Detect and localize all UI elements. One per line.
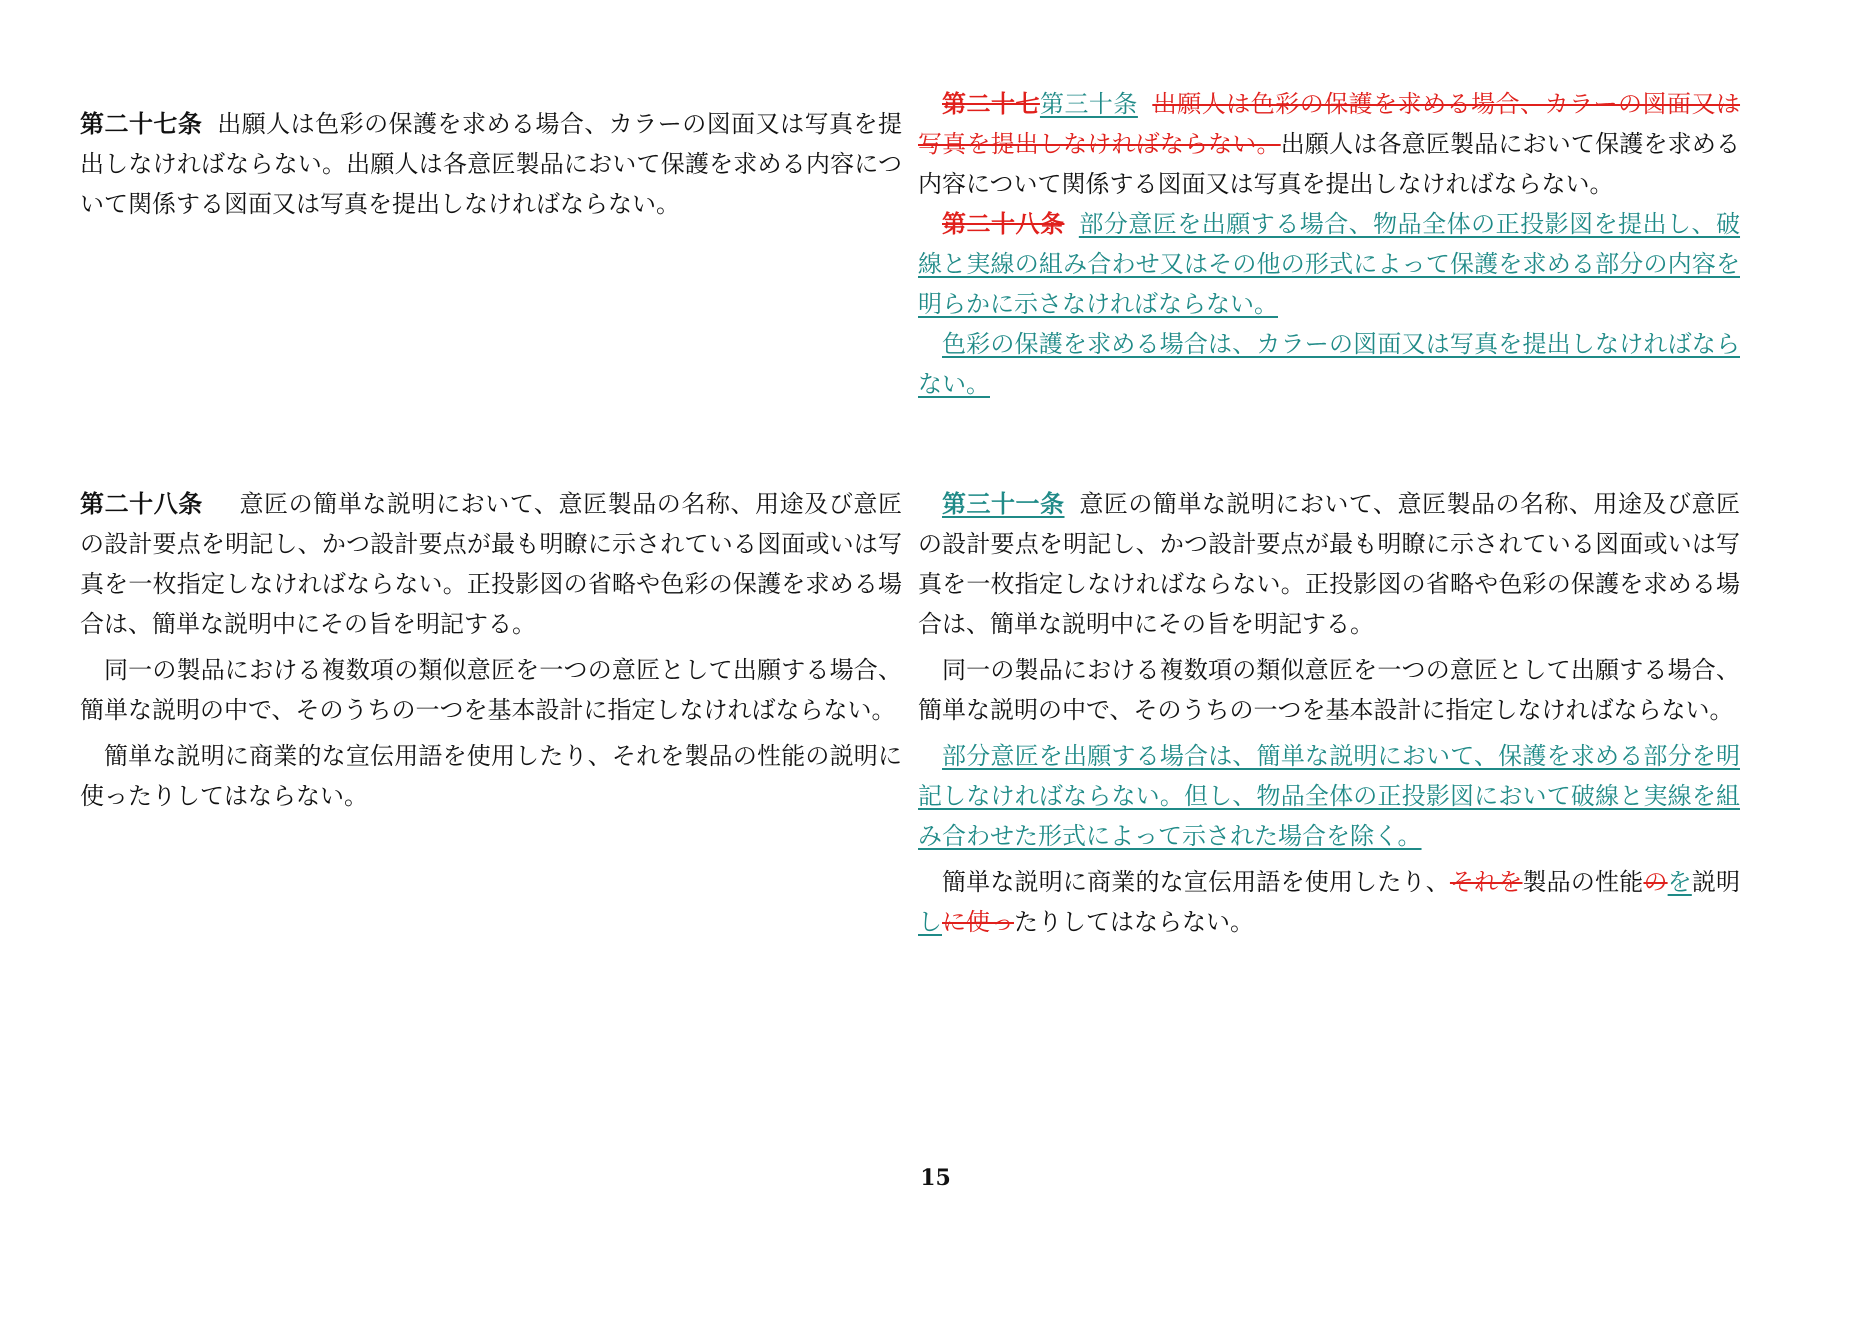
- left-art28-p1: 意匠の簡単な説明において、意匠製品の名称、用途及び意匠の設計要点を明記し、かつ設計要点が最も明瞭に示されている図面或いは写真を一枚指定しなければならない。正投影図の省略や色彩の保護を求める場合は、簡単な説明中にその旨を明記する。: [80, 490, 902, 638]
- right-art30-p2-inserted: 部分意匠を出願する場合、物品全体の正投影図を提出し、破線と実線の組み合わせ又はその他の形式によって保護を求める部分の内容を明らかに示さなければならない。: [918, 210, 1741, 318]
- right-art31-p2: 同一の製品における複数項の類似意匠を一つの意匠として出願する場合、簡単な説明の中で、そのうちの一つを基本設計に指定しなければならない。: [918, 656, 1740, 724]
- right-art31-p1: 意匠の簡単な説明において、意匠製品の名称、用途及び意匠の設計要点を明記し、かつ設計要点が最も明瞭に示されている図面或いは写真を一枚指定しなければならない。正投影図の省略や色彩の保護を求める場合は、簡単な説明中にその旨を明記する。: [918, 490, 1740, 638]
- left-art27-text: 出願人は色彩の保護を求める場合、カラーの図面又は写真を提出しなければならない。出願人は各意匠製品において保護を求める内容について関係する図面又は写真を提出しなければならない。: [80, 110, 903, 218]
- left-article-27: [80, 104, 902, 224]
- right-art31-p4-ins1: を: [1667, 868, 1692, 896]
- right-art31-p3-inserted: 部分意匠を出願する場合は、簡単な説明において、保護を求める部分を明記しなければならない。但し、物品全体の正投影図において破線と実線を組み合わせた形式によって示された場合を除く。: [918, 742, 1740, 850]
- left-art27-title: 第二十七条: [80, 109, 203, 138]
- right-art31-p4-a: 簡単な説明に商業的な宣伝用語を使用したり、: [942, 868, 1450, 896]
- right-art31-p4: [918, 862, 1740, 942]
- page-number: 15: [920, 1165, 951, 1191]
- right-art31-p4-d: たりしてはならない。: [1014, 908, 1254, 936]
- left-article-28: [80, 484, 902, 816]
- right-art31-p4-ins2: し: [918, 908, 942, 936]
- right-art31-p4-c: 説明: [1691, 868, 1740, 896]
- right-art30-deleted-text: 出願人は色彩の保護を求める場合、カラーの図面又は写真を提出しなければならない。: [918, 90, 1741, 158]
- right-art31-p4-del3: に使っ: [942, 908, 1014, 936]
- left-art28-p3: 簡単な説明に商業的な宣伝用語を使用したり、それを製品の性能の説明に使ったりしてはならない。: [80, 742, 902, 810]
- right-article-31: [918, 484, 1740, 942]
- right-art30-p3-inserted: 色彩の保護を求める場合は、カラーの図面又は写真を提出しなければならない。: [918, 330, 1740, 398]
- right-art31-p4-b: 製品の性能: [1522, 868, 1644, 896]
- right-art30-title-inserted: 第三十条: [1039, 90, 1138, 118]
- left-art28-title: 第二十八条: [80, 489, 203, 518]
- right-article-30: [918, 84, 1740, 404]
- right-art31-p4-del2: の: [1643, 868, 1668, 896]
- right-art31-title-inserted: 第三十一条: [942, 489, 1065, 518]
- right-art30-p2-title-deleted: 第二十八条: [942, 209, 1065, 238]
- right-art30-title-deleted: 第二十七: [942, 89, 1040, 118]
- left-art28-p2: 同一の製品における複数項の類似意匠を一つの意匠として出願する場合、簡単な説明の中で、そのうちの一つを基本設計に指定しなければならない。: [80, 656, 902, 724]
- right-art31-p4-del1: それを: [1449, 868, 1523, 896]
- right-art30-text: 出願人は各意匠製品において保護を求める内容について関係する図面又は写真を提出しなければならない。: [918, 130, 1741, 198]
